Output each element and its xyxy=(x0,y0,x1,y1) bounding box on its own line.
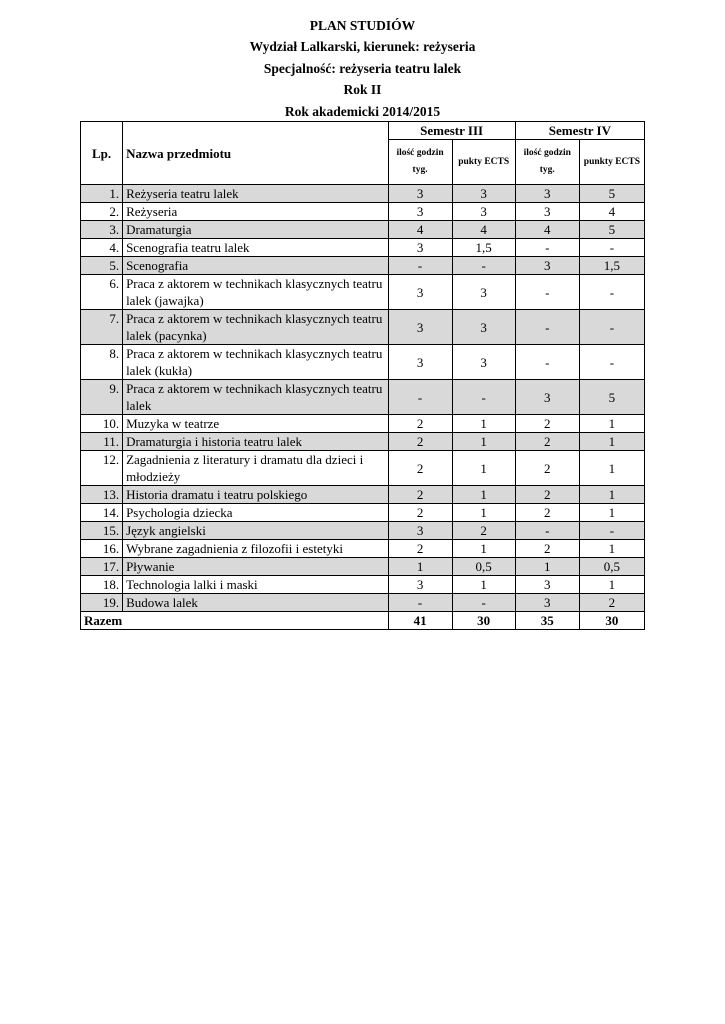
row-number: 18. xyxy=(81,576,123,594)
hours-sem4: 3 xyxy=(515,203,579,221)
total-ects-sem4: 30 xyxy=(579,612,644,630)
row-number: 14. xyxy=(81,504,123,522)
row-number: 11. xyxy=(81,433,123,451)
ects-sem3: - xyxy=(452,380,515,415)
hours-sem4: 2 xyxy=(515,433,579,451)
row-number: 7. xyxy=(81,310,123,345)
hours-sem4: - xyxy=(515,345,579,380)
ects-sem3: 2 xyxy=(452,522,515,540)
hours-sem4: - xyxy=(515,275,579,310)
hours-sem4: 3 xyxy=(515,380,579,415)
ects-sem4: - xyxy=(579,522,644,540)
ects-sem3: 3 xyxy=(452,275,515,310)
table-row xyxy=(81,594,645,612)
hours-sem4: - xyxy=(515,310,579,345)
hours-sem3: 3 xyxy=(388,345,452,380)
hours-sem3: 2 xyxy=(388,433,452,451)
ects-sem4: 1 xyxy=(579,576,644,594)
ects-sem4: - xyxy=(579,239,644,257)
table-row xyxy=(81,522,645,540)
document-heading xyxy=(0,15,725,122)
table-row xyxy=(81,239,645,257)
table-row xyxy=(81,415,645,433)
ects-sem3: 3 xyxy=(452,203,515,221)
hours-sem3: 2 xyxy=(388,504,452,522)
total-hours-sem3: 41 xyxy=(388,612,452,630)
ects-sem4: - xyxy=(579,345,644,380)
table-row xyxy=(81,540,645,558)
hours-sem4: 3 xyxy=(515,594,579,612)
hours-sem3: 1 xyxy=(388,558,452,576)
subject-name: Praca z aktorem w technikach klasycznych teatru lalek (jawajka) xyxy=(123,275,388,310)
table-row xyxy=(81,185,645,203)
subheader-hours-sem3: ilość godzin tyg. xyxy=(388,140,452,185)
hours-sem4: 2 xyxy=(515,451,579,486)
row-number: 13. xyxy=(81,486,123,504)
subject-name: Reżyseria teatru lalek xyxy=(123,185,388,203)
hours-sem4: 4 xyxy=(515,221,579,239)
table-row xyxy=(81,433,645,451)
row-number: 19. xyxy=(81,594,123,612)
table-row xyxy=(81,451,645,486)
subject-name: Technologia lalki i maski xyxy=(123,576,388,594)
header-row xyxy=(81,122,645,140)
ects-sem3: 1 xyxy=(452,433,515,451)
row-number: 4. xyxy=(81,239,123,257)
ects-sem4: 1,5 xyxy=(579,257,644,275)
heading-year: Rok II xyxy=(343,82,382,98)
ects-sem3: - xyxy=(452,257,515,275)
ects-sem3: 1 xyxy=(452,504,515,522)
subject-name: Zagadnienia z literatury i dramatu dla dzieci i młodzieży xyxy=(123,451,388,486)
heading-title: PLAN STUDIÓW xyxy=(309,18,416,33)
row-number: 2. xyxy=(81,203,123,221)
ects-sem4: 2 xyxy=(579,594,644,612)
ects-sem4: 1 xyxy=(579,451,644,486)
ects-sem4: 0,5 xyxy=(579,558,644,576)
ects-sem3: - xyxy=(452,594,515,612)
row-number: 12. xyxy=(81,451,123,486)
subject-name: Scenografia teatru lalek xyxy=(123,239,388,257)
subject-name: Historia dramatu i teatru polskiego xyxy=(123,486,388,504)
heading-specialty: Specjalność: reżyseria teatru lalek xyxy=(263,60,462,76)
row-number: 10. xyxy=(81,415,123,433)
ects-sem4: 1 xyxy=(579,504,644,522)
hours-sem4: - xyxy=(515,239,579,257)
hours-sem3: - xyxy=(388,257,452,275)
subject-name: Budowa lalek xyxy=(123,594,388,612)
row-number: 5. xyxy=(81,257,123,275)
row-number: 9. xyxy=(81,380,123,415)
hours-sem4: 2 xyxy=(515,415,579,433)
hours-sem4: - xyxy=(515,522,579,540)
subject-name: Scenografia xyxy=(123,257,388,275)
table-row xyxy=(81,486,645,504)
ects-sem3: 1 xyxy=(452,576,515,594)
ects-sem4: 5 xyxy=(579,380,644,415)
hours-sem3: 3 xyxy=(388,275,452,310)
hours-sem3: - xyxy=(388,380,452,415)
ects-sem3: 4 xyxy=(452,221,515,239)
ects-sem3: 3 xyxy=(452,345,515,380)
subheader-hours-sem4: ilość godzin tyg. xyxy=(515,140,579,185)
hours-sem3: 2 xyxy=(388,451,452,486)
hours-sem4: 1 xyxy=(515,558,579,576)
total-ects-sem3: 30 xyxy=(452,612,515,630)
ects-sem3: 0,5 xyxy=(452,558,515,576)
ects-sem4: 1 xyxy=(579,540,644,558)
study-plan-table xyxy=(80,121,645,630)
hours-sem3: 3 xyxy=(388,310,452,345)
subject-name: Praca z aktorem w technikach klasycznych teatru lalek xyxy=(123,380,388,415)
subject-name: Wybrane zagadnienia z filozofii i estetyki xyxy=(123,540,388,558)
subject-name: Muzyka w teatrze xyxy=(123,415,388,433)
row-number: 17. xyxy=(81,558,123,576)
ects-sem4: 1 xyxy=(579,433,644,451)
subject-name: Psychologia dziecka xyxy=(123,504,388,522)
row-number: 8. xyxy=(81,345,123,380)
hours-sem3: 4 xyxy=(388,221,452,239)
table-row xyxy=(81,310,645,345)
table-row xyxy=(81,576,645,594)
table-row xyxy=(81,558,645,576)
table-row xyxy=(81,345,645,380)
ects-sem4: - xyxy=(579,275,644,310)
row-number: 1. xyxy=(81,185,123,203)
ects-sem3: 3 xyxy=(452,185,515,203)
hours-sem3: 3 xyxy=(388,203,452,221)
subject-name: Reżyseria xyxy=(123,203,388,221)
hours-sem4: 2 xyxy=(515,540,579,558)
hours-sem3: 2 xyxy=(388,540,452,558)
subject-name: Pływanie xyxy=(123,558,388,576)
table-row xyxy=(81,221,645,239)
row-number: 3. xyxy=(81,221,123,239)
hours-sem3: - xyxy=(388,594,452,612)
hours-sem4: 2 xyxy=(515,504,579,522)
subheader-ects-sem3: pukty ECTS xyxy=(452,140,515,185)
ects-sem3: 3 xyxy=(452,310,515,345)
total-row xyxy=(81,612,645,630)
hours-sem3: 3 xyxy=(388,239,452,257)
ects-sem3: 1 xyxy=(452,415,515,433)
total-label: Razem xyxy=(81,612,389,630)
ects-sem3: 1 xyxy=(452,486,515,504)
column-header-semester-4: Semestr IV xyxy=(515,122,644,140)
column-header-name: Nazwa przedmiotu xyxy=(123,122,388,185)
heading-faculty: Wydział Lalkarski, kierunek: reżyseria xyxy=(249,39,476,55)
hours-sem4: 3 xyxy=(515,257,579,275)
hours-sem3: 3 xyxy=(388,576,452,594)
heading-academic-year: Rok akademicki 2014/2015 xyxy=(284,103,441,119)
table-body xyxy=(81,185,645,612)
hours-sem3: 2 xyxy=(388,415,452,433)
hours-sem4: 3 xyxy=(515,576,579,594)
hours-sem4: 3 xyxy=(515,185,579,203)
hours-sem3: 3 xyxy=(388,522,452,540)
ects-sem3: 1 xyxy=(452,451,515,486)
ects-sem4: 5 xyxy=(579,185,644,203)
hours-sem3: 3 xyxy=(388,185,452,203)
ects-sem3: 1 xyxy=(452,540,515,558)
total-hours-sem4: 35 xyxy=(515,612,579,630)
table-row xyxy=(81,203,645,221)
subject-name: Dramaturgia xyxy=(123,221,388,239)
ects-sem4: 1 xyxy=(579,415,644,433)
ects-sem4: 5 xyxy=(579,221,644,239)
table-row xyxy=(81,275,645,310)
ects-sem3: 1,5 xyxy=(452,239,515,257)
hours-sem3: 2 xyxy=(388,486,452,504)
row-number: 6. xyxy=(81,275,123,310)
subject-name: Praca z aktorem w technikach klasycznych teatru lalek (kukła) xyxy=(123,345,388,380)
table-row xyxy=(81,504,645,522)
subject-name: Dramaturgia i historia teatru lalek xyxy=(123,433,388,451)
subheader-ects-sem4: punkty ECTS xyxy=(579,140,644,185)
table-row xyxy=(81,257,645,275)
ects-sem4: - xyxy=(579,310,644,345)
column-header-lp: Lp. xyxy=(81,122,123,185)
subject-name: Język angielski xyxy=(123,522,388,540)
row-number: 15. xyxy=(81,522,123,540)
hours-sem4: 2 xyxy=(515,486,579,504)
ects-sem4: 4 xyxy=(579,203,644,221)
table-row xyxy=(81,380,645,415)
column-header-semester-3: Semestr III xyxy=(388,122,515,140)
subject-name: Praca z aktorem w technikach klasycznych teatru lalek (pacynka) xyxy=(123,310,388,345)
ects-sem4: 1 xyxy=(579,486,644,504)
row-number: 16. xyxy=(81,540,123,558)
